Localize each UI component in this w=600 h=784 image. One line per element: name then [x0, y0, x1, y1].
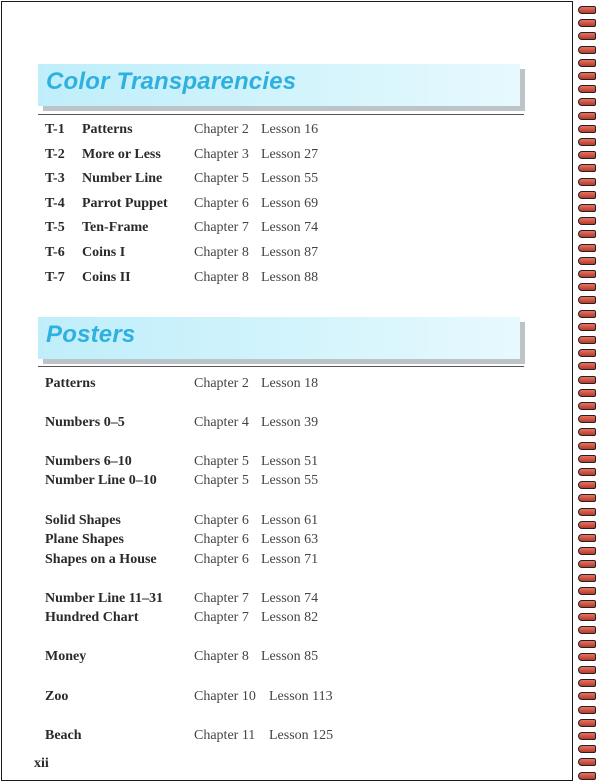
spiral-ring — [578, 257, 596, 265]
spiral-ring — [578, 679, 596, 687]
spiral-ring — [578, 362, 596, 370]
transparency-lesson: Lesson 69 — [261, 196, 319, 211]
spiral-ring — [578, 494, 596, 502]
spiral-ring — [578, 32, 596, 40]
spiral-ring — [578, 481, 596, 489]
poster-name: Shapes on a House — [45, 552, 157, 567]
poster-chapter: Chapter 6 — [194, 513, 249, 528]
poster-chapter: Chapter 2 — [194, 376, 249, 391]
spiral-ring — [578, 732, 596, 740]
transparency-chapter: Chapter 6 — [194, 196, 249, 211]
spiral-ring — [578, 600, 596, 608]
poster-chapter: Chapter 5 — [194, 473, 249, 488]
poster-name: Hundred Chart — [45, 610, 139, 625]
page-number: xii — [34, 756, 49, 771]
poster-lesson: Lesson 51 — [261, 454, 319, 469]
spiral-ring — [578, 719, 596, 727]
transparency-name: Number Line — [82, 171, 163, 186]
spiral-ring — [578, 613, 596, 621]
poster-name: Numbers 0–5 — [45, 415, 125, 430]
spiral-ring — [578, 296, 596, 304]
spiral-ring — [578, 758, 596, 766]
transparency-lesson: Lesson 74 — [261, 220, 319, 235]
spiral-ring — [578, 164, 596, 172]
spiral-ring — [578, 560, 596, 568]
spiral-ring — [578, 230, 596, 238]
poster-lesson: Lesson 74 — [261, 591, 319, 606]
transparency-lesson: Lesson 87 — [261, 245, 319, 260]
spiral-ring — [578, 442, 596, 450]
poster-chapter: Chapter 8 — [194, 649, 249, 664]
spiral-ring — [578, 270, 596, 278]
spiral-ring — [578, 323, 596, 331]
spiral-ring — [578, 349, 596, 357]
spiral-ring — [578, 587, 596, 595]
spiral-ring — [578, 468, 596, 476]
poster-lesson: Lesson 39 — [261, 415, 319, 430]
transparency-code: T-6 — [45, 245, 65, 260]
poster-lesson: Lesson 113 — [269, 689, 333, 704]
poster-lesson: Lesson 55 — [261, 473, 319, 488]
poster-chapter: Chapter 6 — [194, 532, 249, 547]
transparencies-heading: Color Transparencies — [46, 68, 297, 95]
poster-name: Money — [45, 649, 87, 664]
poster-name: Number Line 0–10 — [45, 473, 157, 488]
spiral-ring — [578, 508, 596, 516]
spiral-ring — [578, 191, 596, 199]
spiral-ring — [578, 653, 596, 661]
spiral-ring — [578, 112, 596, 120]
poster-name: Numbers 6–10 — [45, 454, 132, 469]
spiral-ring — [578, 402, 596, 410]
spiral-ring — [578, 138, 596, 146]
transparency-lesson: Lesson 88 — [261, 270, 319, 285]
transparency-chapter: Chapter 5 — [194, 171, 249, 186]
poster-name: Number Line 11–31 — [45, 591, 163, 606]
spiral-ring — [578, 706, 596, 714]
poster-lesson: Lesson 82 — [261, 610, 319, 625]
poster-name: Plane Shapes — [45, 532, 124, 547]
poster-name: Beach — [45, 728, 82, 743]
spiral-ring — [578, 626, 596, 634]
spiral-ring — [578, 534, 596, 542]
spiral-ring — [578, 692, 596, 700]
transparency-name: Patterns — [82, 122, 133, 137]
spiral-ring — [578, 310, 596, 318]
transparency-chapter: Chapter 8 — [194, 245, 249, 260]
transparencies-rule — [38, 114, 524, 115]
transparency-name: Ten-Frame — [82, 220, 149, 235]
spiral-ring — [578, 547, 596, 555]
poster-name: Solid Shapes — [45, 513, 121, 528]
spiral-ring — [578, 428, 596, 436]
spiral-ring — [578, 574, 596, 582]
poster-chapter: Chapter 7 — [194, 591, 249, 606]
posters-rule — [38, 366, 524, 367]
poster-chapter: Chapter 4 — [194, 415, 249, 430]
spiral-binding — [574, 0, 600, 784]
transparencies-banner — [38, 64, 520, 106]
poster-lesson: Lesson 85 — [261, 649, 319, 664]
spiral-ring — [578, 204, 596, 212]
poster-lesson: Lesson 63 — [261, 532, 319, 547]
spiral-ring — [578, 151, 596, 159]
transparency-name: Coins II — [82, 270, 131, 285]
poster-lesson: Lesson 61 — [261, 513, 319, 528]
spiral-ring — [578, 415, 596, 423]
transparency-lesson: Lesson 55 — [261, 171, 319, 186]
spiral-ring — [578, 217, 596, 225]
poster-chapter: Chapter 5 — [194, 454, 249, 469]
spiral-ring — [578, 376, 596, 384]
transparency-code: T-1 — [45, 122, 65, 137]
transparency-chapter: Chapter 8 — [194, 270, 249, 285]
spiral-ring — [578, 745, 596, 753]
spiral-ring — [578, 640, 596, 648]
transparency-code: T-5 — [45, 220, 65, 235]
poster-chapter: Chapter 10 — [194, 689, 256, 704]
transparency-code: T-2 — [45, 147, 65, 162]
poster-lesson: Lesson 18 — [261, 376, 319, 391]
spiral-ring — [578, 98, 596, 106]
transparency-lesson: Lesson 27 — [261, 147, 319, 162]
spiral-ring — [578, 389, 596, 397]
transparency-code: T-4 — [45, 196, 65, 211]
transparency-code: T-7 — [45, 270, 65, 285]
spiral-ring — [578, 125, 596, 133]
spiral-ring — [578, 19, 596, 27]
poster-chapter: Chapter 6 — [194, 552, 249, 567]
spiral-ring — [578, 178, 596, 186]
spiral-ring — [578, 46, 596, 54]
spiral-ring — [578, 85, 596, 93]
transparency-lesson: Lesson 16 — [261, 122, 319, 137]
spiral-ring — [578, 6, 596, 14]
posters-banner — [38, 317, 520, 359]
posters-heading: Posters — [46, 321, 136, 348]
transparency-chapter: Chapter 7 — [194, 220, 249, 235]
transparency-name: Coins I — [82, 245, 126, 260]
transparency-chapter: Chapter 2 — [194, 122, 249, 137]
spiral-ring — [578, 455, 596, 463]
transparency-name: Parrot Puppet — [82, 196, 168, 211]
spiral-ring — [578, 72, 596, 80]
spiral-ring — [578, 772, 596, 780]
transparency-name: More or Less — [82, 147, 161, 162]
spiral-ring — [578, 283, 596, 291]
poster-name: Zoo — [45, 689, 69, 704]
poster-name: Patterns — [45, 376, 96, 391]
spiral-ring — [578, 666, 596, 674]
poster-chapter: Chapter 11 — [194, 728, 256, 743]
poster-lesson: Lesson 125 — [269, 728, 334, 743]
transparency-chapter: Chapter 3 — [194, 147, 249, 162]
spiral-ring — [578, 244, 596, 252]
spiral-ring — [578, 336, 596, 344]
spiral-ring — [578, 59, 596, 67]
poster-chapter: Chapter 7 — [194, 610, 249, 625]
transparency-code: T-3 — [45, 171, 65, 186]
spiral-ring — [578, 521, 596, 529]
poster-lesson: Lesson 71 — [261, 552, 319, 567]
